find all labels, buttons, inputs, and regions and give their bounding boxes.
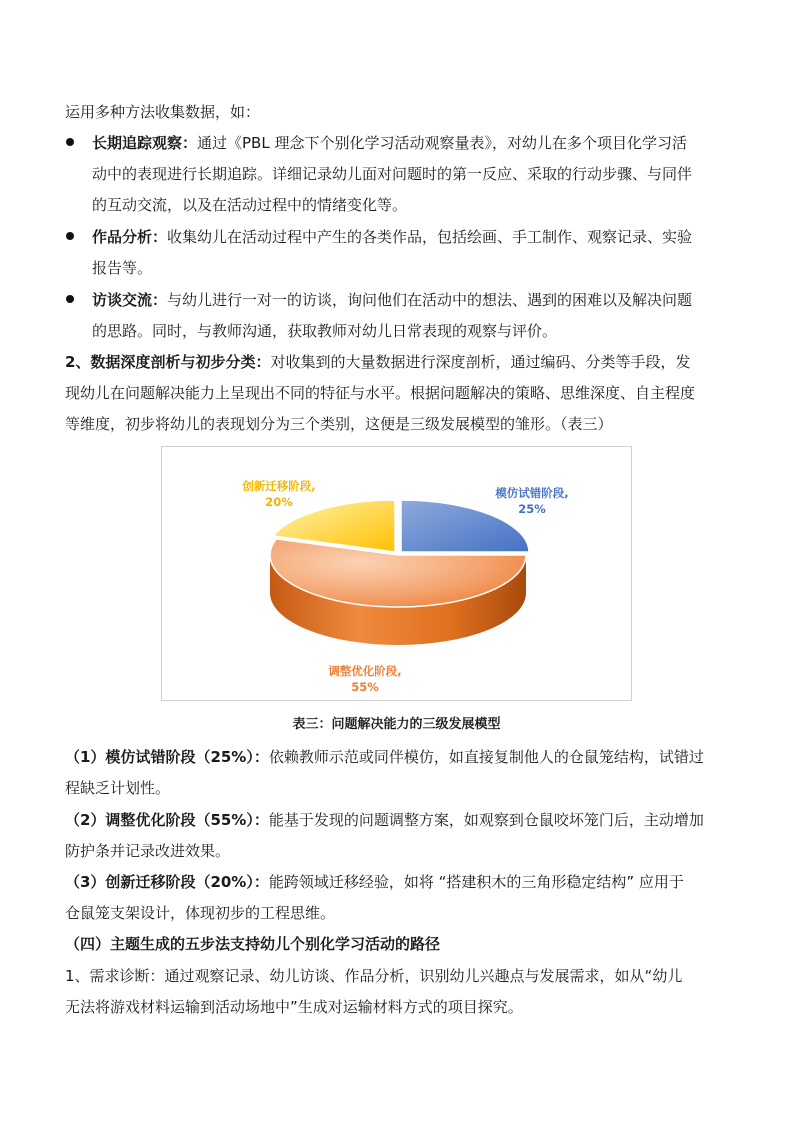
section2-text: 现幼儿在问题解决能力上呈现出不同的特征与水平。根据问题解决的策略、思维深度、自主程度 — [65, 384, 696, 402]
bullet-text: 的思路。同时，与教师沟通，获取教师对幼儿日常表现的观察与评价。 — [92, 322, 558, 340]
stage-text: 能基于发现的问题调整方案，如观察到仓鼠咬坏笼门后，主动增加 — [268, 811, 704, 829]
bullet-term: 作品分析： — [92, 228, 168, 246]
stage-text: 依赖教师示范或同伴模仿，如直接复制他人的仓鼠笼结构，试错过 — [268, 748, 704, 766]
bullet-dot — [66, 138, 74, 146]
step1-text: 1、需求诊断：通过观察记录、幼儿访谈、作品分析，识别幼儿兴趣点与发展需求，如从“幼儿 — [65, 967, 683, 985]
stage-2 — [65, 810, 704, 830]
slice-value-adjust: 55% — [351, 680, 379, 694]
bullet-term: 访谈交流： — [92, 291, 168, 309]
step1-text: 无法将游戏材料运输到活动场地中”生成对运输材料方式的项目探究。 — [65, 998, 523, 1016]
slice-label-imitation: 模仿试错阶段, — [495, 486, 569, 500]
section2-text: 对收集到的大量数据进行深度剖析，通过编码、分类等手段，发 — [270, 353, 691, 371]
stage-text: 能跨领域迁移经验，如将 “搭建积木的三角形稳定结构” 应用于 — [268, 873, 684, 891]
bullet-interview — [92, 290, 692, 310]
chart-caption: 表三：问题解决能力的三级发展模型 — [292, 717, 501, 732]
stage-term: （1）模仿试错阶段（25%）： — [65, 748, 269, 766]
section2-term: 2、数据深度剖析与初步分类： — [65, 353, 271, 371]
stage-text: 防护条并记录改进效果。 — [65, 842, 231, 860]
bullet-text: 与幼儿进行一对一的访谈，询问他们在活动中的想法、遇到的困难以及解决问题 — [167, 291, 693, 309]
section2-text: 等维度，初步将幼儿的表现划分为三个类别，这便是三级发展模型的雏形。（表三） — [65, 415, 613, 433]
slice-value-imitation: 25% — [518, 502, 546, 516]
bullet-works — [92, 227, 692, 247]
bullet-term: 长期追踪观察： — [92, 134, 198, 152]
stage-term: （3）创新迁移阶段（20%）： — [65, 873, 269, 891]
pie-chart — [162, 447, 631, 700]
pie-slice-imitation — [401, 500, 529, 552]
bullet-dot — [66, 232, 74, 240]
bullet-dot — [66, 295, 74, 303]
intro-text: 运用多种方法收集数据，如： — [65, 103, 261, 121]
slice-value-innovation: 20% — [265, 495, 293, 509]
slice-label-adjust: 调整优化阶段, — [328, 664, 402, 678]
section4-heading: （四）主题生成的五步法支持幼儿个别化学习活动的路径 — [65, 935, 441, 953]
bullet-text: 通过《PBL 理念下个别化学习活动观察量表》，对幼儿在多个项目化学习活 — [197, 134, 687, 152]
stage-text: 仓鼠笼支架设计，体现初步的工程思维。 — [65, 904, 336, 922]
stage-3 — [65, 872, 684, 892]
slice-label-innovation: 创新迁移阶段, — [242, 479, 316, 493]
bullet-observation — [92, 133, 687, 153]
section2-paragraph — [65, 352, 690, 372]
bullet-text: 收集幼儿在活动过程中产生的各类作品，包括绘画、手工制作、观察记录、实验 — [167, 228, 693, 246]
bullet-text: 报告等。 — [92, 259, 153, 277]
pie-chart-frame — [161, 446, 632, 701]
stage-text: 程缺乏计划性。 — [65, 779, 171, 797]
bullet-text: 动中的表现进行长期追踪。详细记录幼儿面对问题时的第一反应、采取的行动步骤、与同伴 — [92, 165, 693, 183]
bullet-text: 的互动交流，以及在活动过程中的情绪变化等。 — [92, 196, 408, 214]
stage-1 — [65, 747, 704, 767]
stage-term: （2）调整优化阶段（55%）： — [65, 811, 269, 829]
